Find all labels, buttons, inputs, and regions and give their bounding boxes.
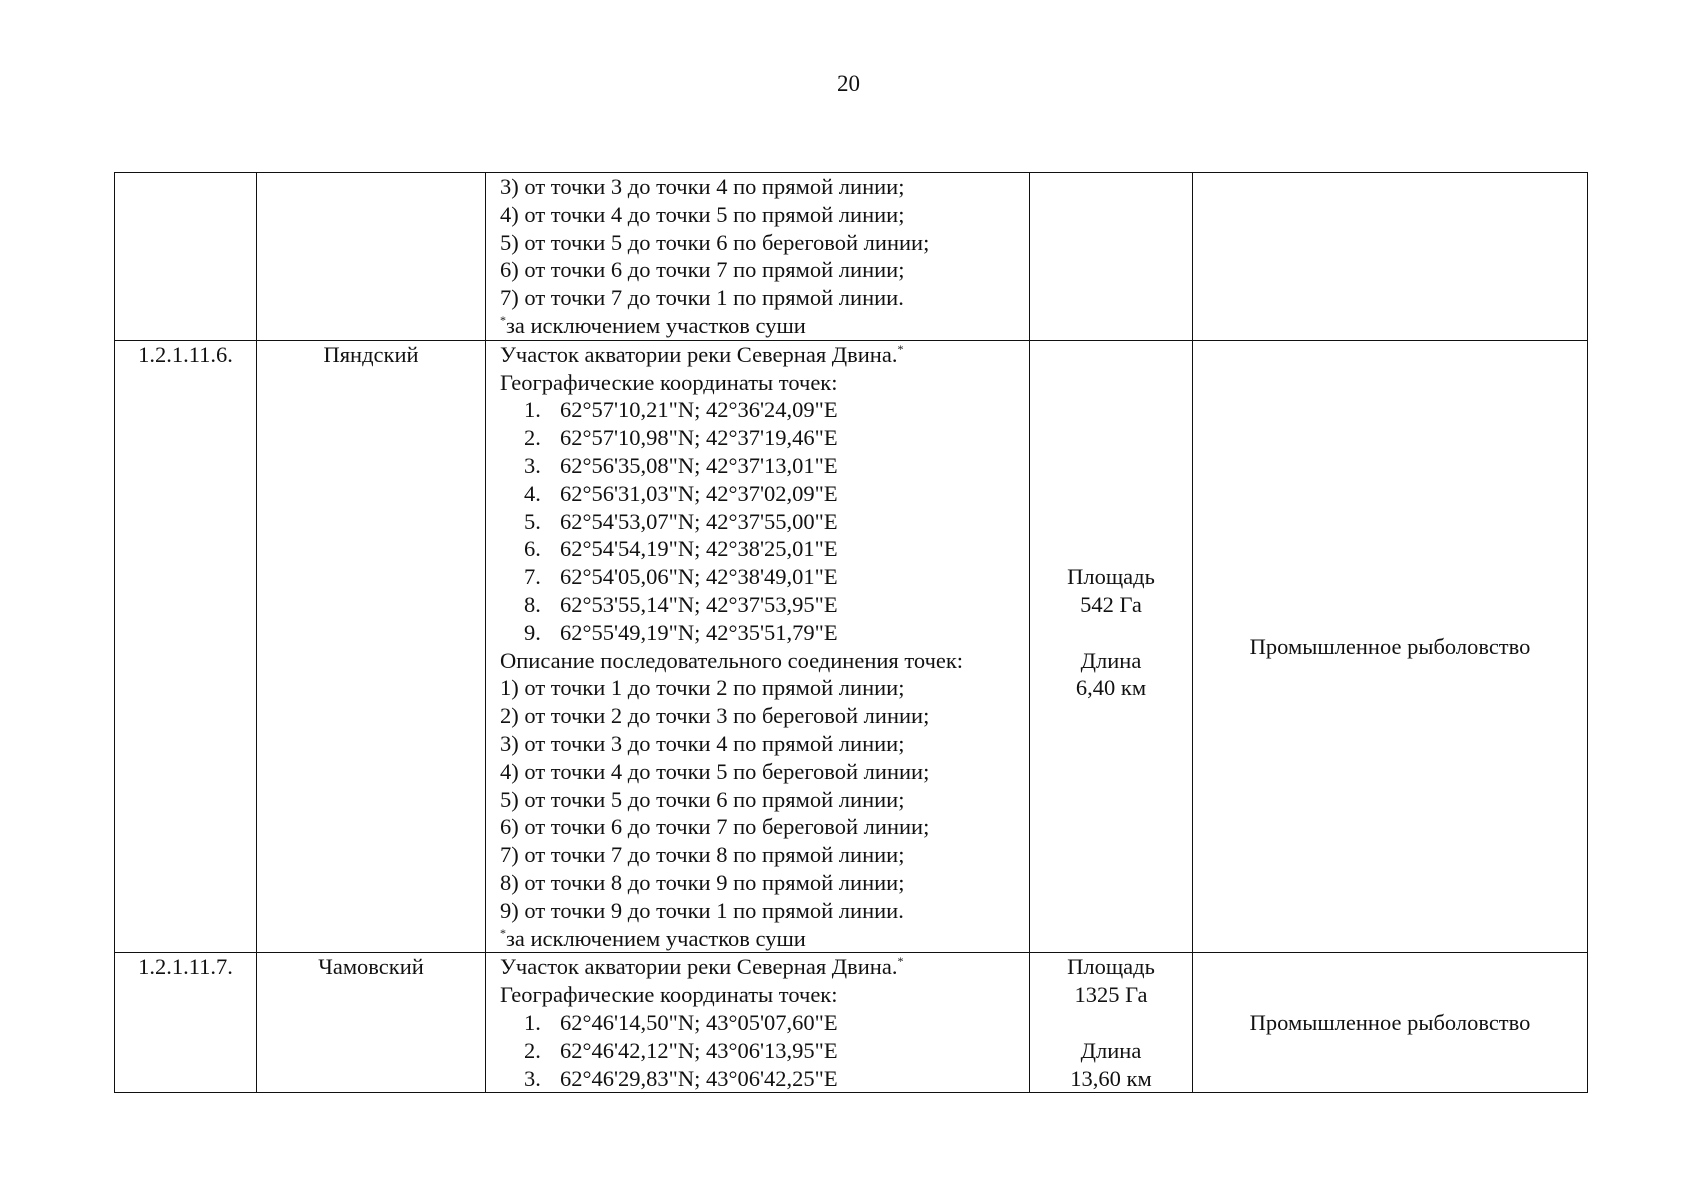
coordinate-number: 9. [524, 619, 541, 645]
area-label: Площадь [1067, 954, 1155, 980]
coordinate-value: 62°56'35,08"N; 42°37'13,01"E [560, 452, 838, 478]
coordinate-item [500, 535, 1029, 563]
coordinate-item [500, 1065, 1029, 1093]
coordinate-value: 62°56'31,03"N; 42°37'02,09"E [560, 480, 838, 506]
connection-line: 7) от точки 7 до точки 1 по прямой линии. [500, 285, 904, 311]
table-row [115, 173, 1588, 341]
connection-line: 7) от точки 7 до точки 8 по прямой линии; [500, 842, 905, 868]
coordinate-value: 62°46'14,50"N; 43°05'07,60"E [560, 1009, 838, 1035]
coordinate-value: 62°55'49,19"N; 42°35'51,79"E [560, 619, 838, 645]
coordinate-value: 62°54'54,19"N; 42°38'25,01"E [560, 536, 838, 562]
page-number: 20 [837, 71, 860, 96]
area-description-cell [486, 953, 1030, 1093]
footnote [500, 312, 1029, 340]
footnote-mark: * [500, 925, 506, 940]
coordinate-number: 3. [524, 1065, 541, 1091]
area-size-cell [1030, 340, 1193, 953]
area-size-cell [1030, 953, 1193, 1093]
area-number-cell: 1.2.1.11.6. [115, 340, 257, 953]
area-label: Площадь [1067, 564, 1155, 590]
length-value: 13,60 км [1070, 1065, 1152, 1091]
coordinate-number: 4. [524, 480, 541, 506]
coordinate-item [500, 424, 1029, 452]
coordinate-number: 3. [524, 452, 541, 478]
coordinate-value: 62°57'10,98"N; 42°37'19,46"E [560, 425, 838, 451]
coordinate-number: 2. [524, 1037, 541, 1063]
coordinate-value: 62°46'42,12"N; 43°06'13,95"E [560, 1037, 838, 1063]
coordinate-value: 62°46'29,83"N; 43°06'42,25"E [560, 1065, 838, 1091]
coordinates-title: Географические координаты точек: [500, 982, 838, 1008]
footnote-mark: * [897, 954, 904, 969]
footnote-mark: * [897, 341, 904, 356]
connection-title: Описание последовательного соединения точек: [500, 647, 964, 673]
footnote-mark: * [500, 312, 506, 327]
table-row [115, 340, 1588, 953]
connection-line: 4) от точки 4 до точки 5 по береговой линии; [500, 758, 930, 784]
coordinate-number: 1. [524, 397, 541, 423]
connection-line: 4) от точки 4 до точки 5 по прямой линии; [500, 201, 905, 227]
fishing-type-cell: Промышленное рыболовство [1193, 953, 1588, 1093]
coordinate-item [500, 480, 1029, 508]
fishing-areas-table [114, 172, 1588, 1093]
area-name-cell [257, 173, 486, 341]
coordinate-number: 1. [524, 1009, 541, 1035]
connection-line: 2) от точки 2 до точки 3 по береговой линии; [500, 703, 930, 729]
length-label: Длина [1080, 647, 1142, 673]
coordinate-value: 62°57'10,21"N; 42°36'24,09"E [560, 397, 838, 423]
fishing-type-cell [1193, 173, 1588, 341]
coordinate-item [500, 396, 1029, 424]
length-value: 6,40 км [1075, 675, 1147, 701]
coordinate-item [500, 619, 1029, 647]
area-value: 1325 Га [1074, 982, 1148, 1008]
table-row [115, 953, 1588, 1093]
coordinate-number: 5. [524, 508, 541, 534]
connection-line: 9) от точки 9 до точки 1 по прямой линии. [500, 897, 904, 923]
area-heading-text: Участок акватории реки Северная Двина. [500, 341, 898, 367]
coordinate-number: 2. [524, 425, 541, 451]
coordinate-item [500, 452, 1029, 480]
coordinate-number: 8. [524, 591, 541, 617]
footnote-text: за исключением участков суши [506, 312, 806, 338]
connection-line: 3) от точки 3 до точки 4 по прямой линии; [500, 174, 905, 199]
area-description-cell [486, 340, 1030, 953]
coordinate-number: 7. [524, 564, 541, 590]
area-description-cell [486, 173, 1030, 341]
coordinate-item [500, 508, 1029, 536]
coordinate-item [500, 563, 1029, 591]
area-value: 542 Га [1080, 591, 1142, 617]
coordinate-item [500, 1009, 1029, 1037]
footnote [500, 925, 1029, 953]
area-name-cell: Чамовский [257, 953, 486, 1093]
footnote-text: за исключением участков суши [506, 925, 806, 951]
coordinate-item [500, 591, 1029, 619]
connection-line: 8) от точки 8 до точки 9 по прямой линии; [500, 869, 905, 895]
coordinate-value: 62°54'53,07"N; 42°37'55,00"E [560, 508, 838, 534]
connection-line: 3) от точки 3 до точки 4 по прямой линии; [500, 730, 905, 756]
coordinates-title: Географические координаты точек: [500, 369, 838, 395]
connection-line: 6) от точки 6 до точки 7 по береговой линии; [500, 814, 930, 840]
area-heading [500, 953, 1029, 981]
connection-line: 1) от точки 1 до точки 2 по прямой линии; [500, 675, 905, 701]
connection-line: 6) от точки 6 до точки 7 по прямой линии; [500, 257, 905, 283]
coordinate-item [500, 1037, 1029, 1065]
connection-line: 5) от точки 5 до точки 6 по прямой линии; [500, 786, 905, 812]
area-number-cell: 1.2.1.11.7. [115, 953, 257, 1093]
area-number-cell [115, 173, 257, 341]
connection-line: 5) от точки 5 до точки 6 по береговой линии; [500, 229, 930, 255]
coordinate-value: 62°54'05,06"N; 42°38'49,01"E [560, 564, 838, 590]
coordinate-number: 6. [524, 536, 541, 562]
area-size-cell [1030, 173, 1193, 341]
area-heading [500, 341, 1029, 369]
coordinate-value: 62°53'55,14"N; 42°37'53,95"E [560, 591, 838, 617]
fishing-type-cell: Промышленное рыболовство [1193, 340, 1588, 953]
area-name-cell: Пяндский [257, 340, 486, 953]
area-heading-text: Участок акватории реки Северная Двина. [500, 954, 898, 980]
length-label: Длина [1080, 1037, 1142, 1063]
